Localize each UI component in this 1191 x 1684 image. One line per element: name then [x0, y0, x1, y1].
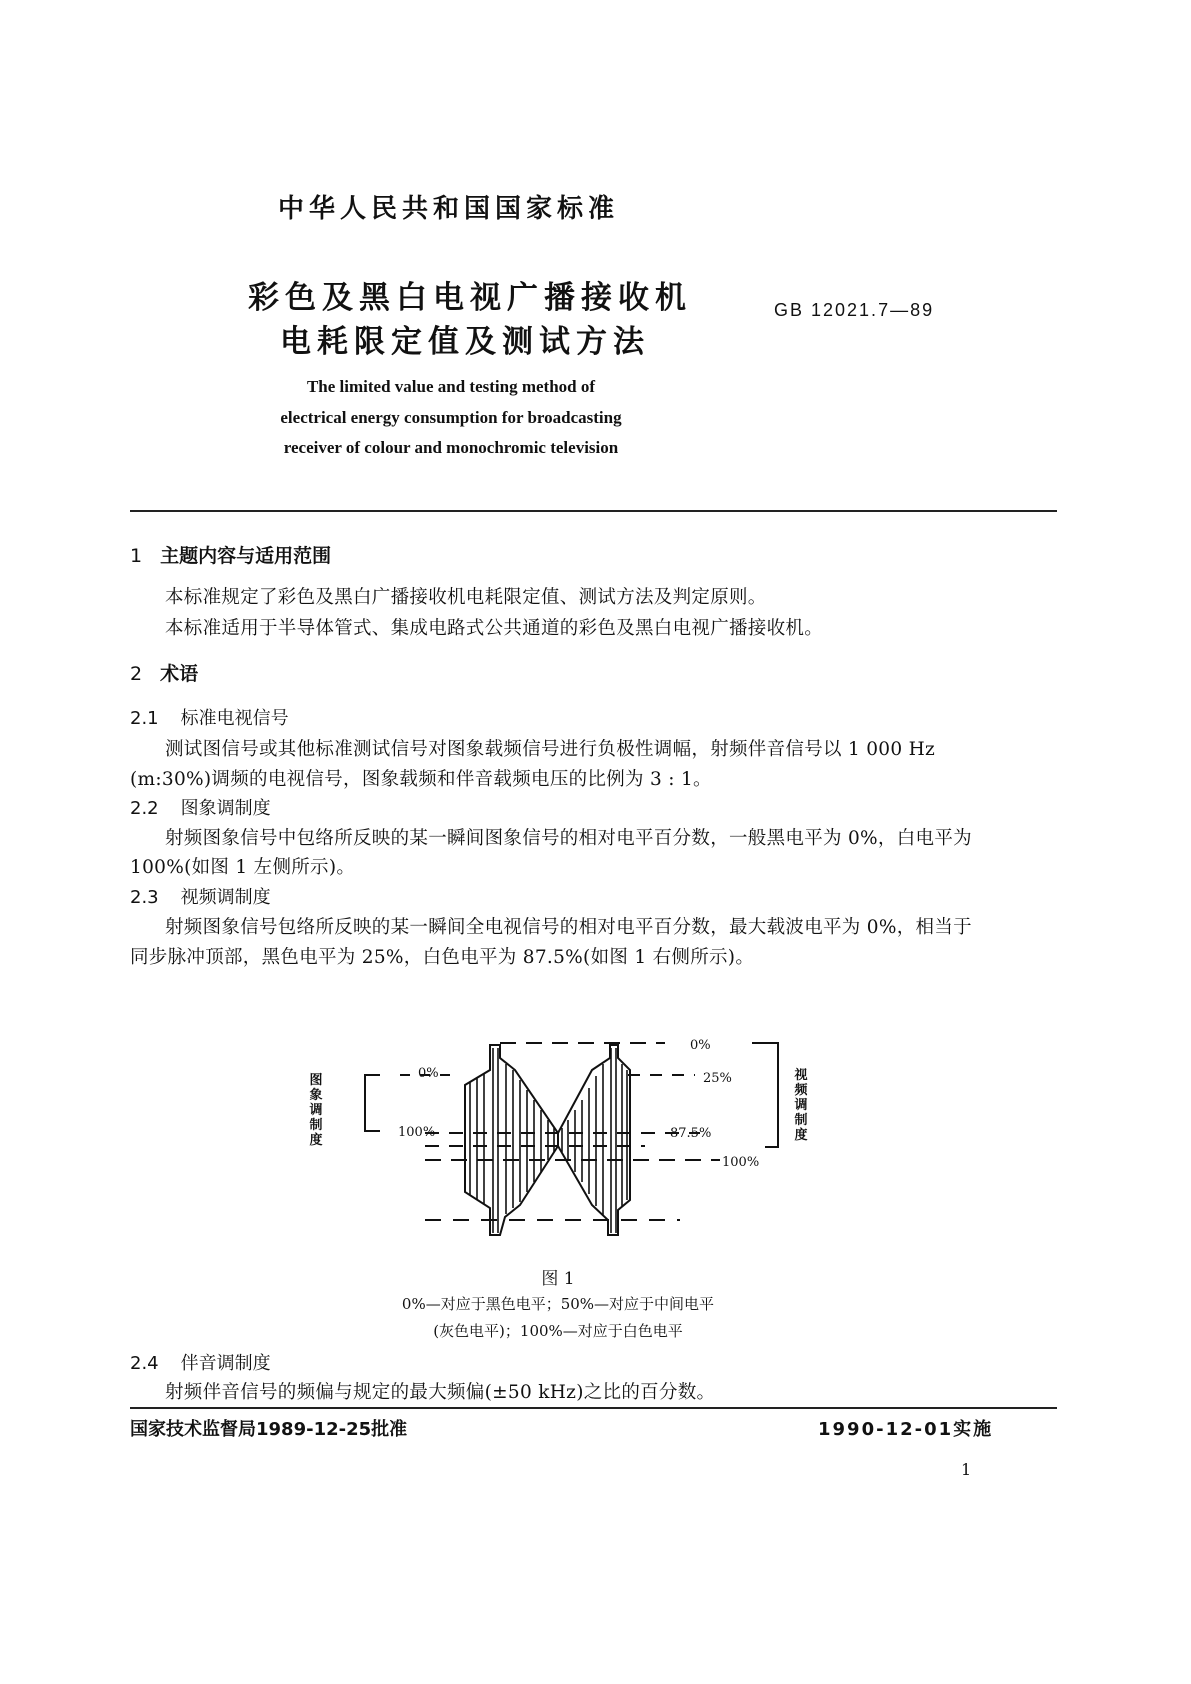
section-number: 2.1: [130, 708, 159, 729]
section-2-3-line-2: 同步脉冲顶部，黑色电平为 25%，白色电平为 87.5%(如图 1 右侧所示)。: [130, 947, 755, 968]
english-title-line3: receiver of colour and monochromic television: [283, 438, 619, 457]
section-2-heading: [130, 659, 198, 686]
page-number: 1: [961, 1460, 972, 1479]
section-2-3-line-1: 射频图象信号包络所反映的某一瞬间全电视信号的相对电平百分数，最大载波电平为 0%，相当于: [165, 917, 972, 938]
section-1-paragraph-2: 本标准适用于半导体管式、集成电路式公共通道的彩色及黑白电视广播接收机。: [165, 618, 824, 639]
section-2-2-heading: [130, 794, 271, 820]
document-title-line2: 电耗限定值及测试方法: [280, 324, 650, 360]
section-1-heading: [130, 541, 331, 568]
label-right-100: 100%: [722, 1155, 760, 1170]
document-title-line1: 彩色及黑白电视广播接收机: [248, 280, 692, 316]
right-bracket: [752, 1043, 778, 1147]
section-2-2-line-1: 射频图象信号中包络所反映的某一瞬间图象信号的相对电平百分数，一般黑电平为 0%，白电平为: [165, 828, 972, 849]
right-vertical-label: 视 频 调 制 度: [794, 1068, 808, 1143]
left-bracket: [365, 1075, 380, 1131]
figure-caption-line-2: (灰色电平)；100%—对应于白色电平: [433, 1322, 683, 1340]
figure-1: [300, 1030, 820, 1260]
section-number: 1: [130, 545, 143, 567]
approval-note: 国家技术监督局1989-12-25批准: [130, 1419, 408, 1440]
section-2-1-line-2: (m:30%)调频的电视信号，图象载频和伴音载频电压的比例为 3 : 1。: [130, 769, 712, 790]
section-2-1-heading: [130, 704, 289, 730]
carrier-hatching: [470, 1048, 627, 1233]
section-number: 2: [130, 663, 143, 685]
modulation-envelope-diagram: [300, 1030, 820, 1260]
label-right-87-5: 87.5%: [670, 1126, 712, 1141]
section-title: 视频调制度: [180, 887, 271, 908]
section-2-3-heading: [130, 883, 271, 909]
section-title: 术语: [160, 663, 199, 685]
footer-divider: [130, 1407, 1057, 1409]
section-number: 2.2: [130, 798, 159, 819]
label-right-0: 0%: [690, 1038, 711, 1053]
figure-caption-title: 图 1: [541, 1269, 575, 1289]
section-title: 伴音调制度: [180, 1353, 271, 1374]
label-left-0: 0%: [418, 1066, 439, 1081]
section-title: 标准电视信号: [180, 708, 289, 729]
header-divider: [130, 510, 1057, 512]
section-2-4-heading: [130, 1349, 271, 1375]
label-left-100: 100%: [398, 1125, 436, 1140]
section-number: 2.4: [130, 1353, 159, 1374]
section-2-4-line-1: 射频伴音信号的频偏与规定的最大频偏(±50 kHz)之比的百分数。: [165, 1382, 716, 1403]
english-title-line1: The limited value and testing method of: [306, 377, 596, 396]
figure-caption-line-1: 0%—对应于黑色电平；50%—对应于中间电平: [401, 1295, 715, 1313]
section-title: 图象调制度: [180, 798, 271, 819]
section-1-paragraph-1: 本标准规定了彩色及黑白广播接收机电耗限定值、测试方法及判定原则。: [165, 587, 767, 608]
english-title-line2: electrical energy consumption for broadcasting: [280, 408, 622, 427]
section-number: 2.3: [130, 887, 159, 908]
effective-date: 1990-12-01实施: [818, 1419, 994, 1440]
label-right-25: 25%: [703, 1071, 732, 1086]
left-vertical-label: 图 象 调 制 度: [309, 1073, 323, 1148]
standard-code: GB 12021.7—89: [774, 300, 935, 320]
section-title: 主题内容与适用范围: [160, 545, 332, 567]
section-2-1-line-1: 测试图信号或其他标准测试信号对图象载频信号进行负极性调幅，射频伴音信号以 1 000 Hz: [165, 739, 936, 760]
section-2-2-line-2: 100%(如图 1 左侧所示)。: [130, 857, 356, 878]
national-standard-heading: 中华人民共和国国家标准: [278, 194, 620, 224]
envelope-left-outline: [465, 1045, 558, 1235]
